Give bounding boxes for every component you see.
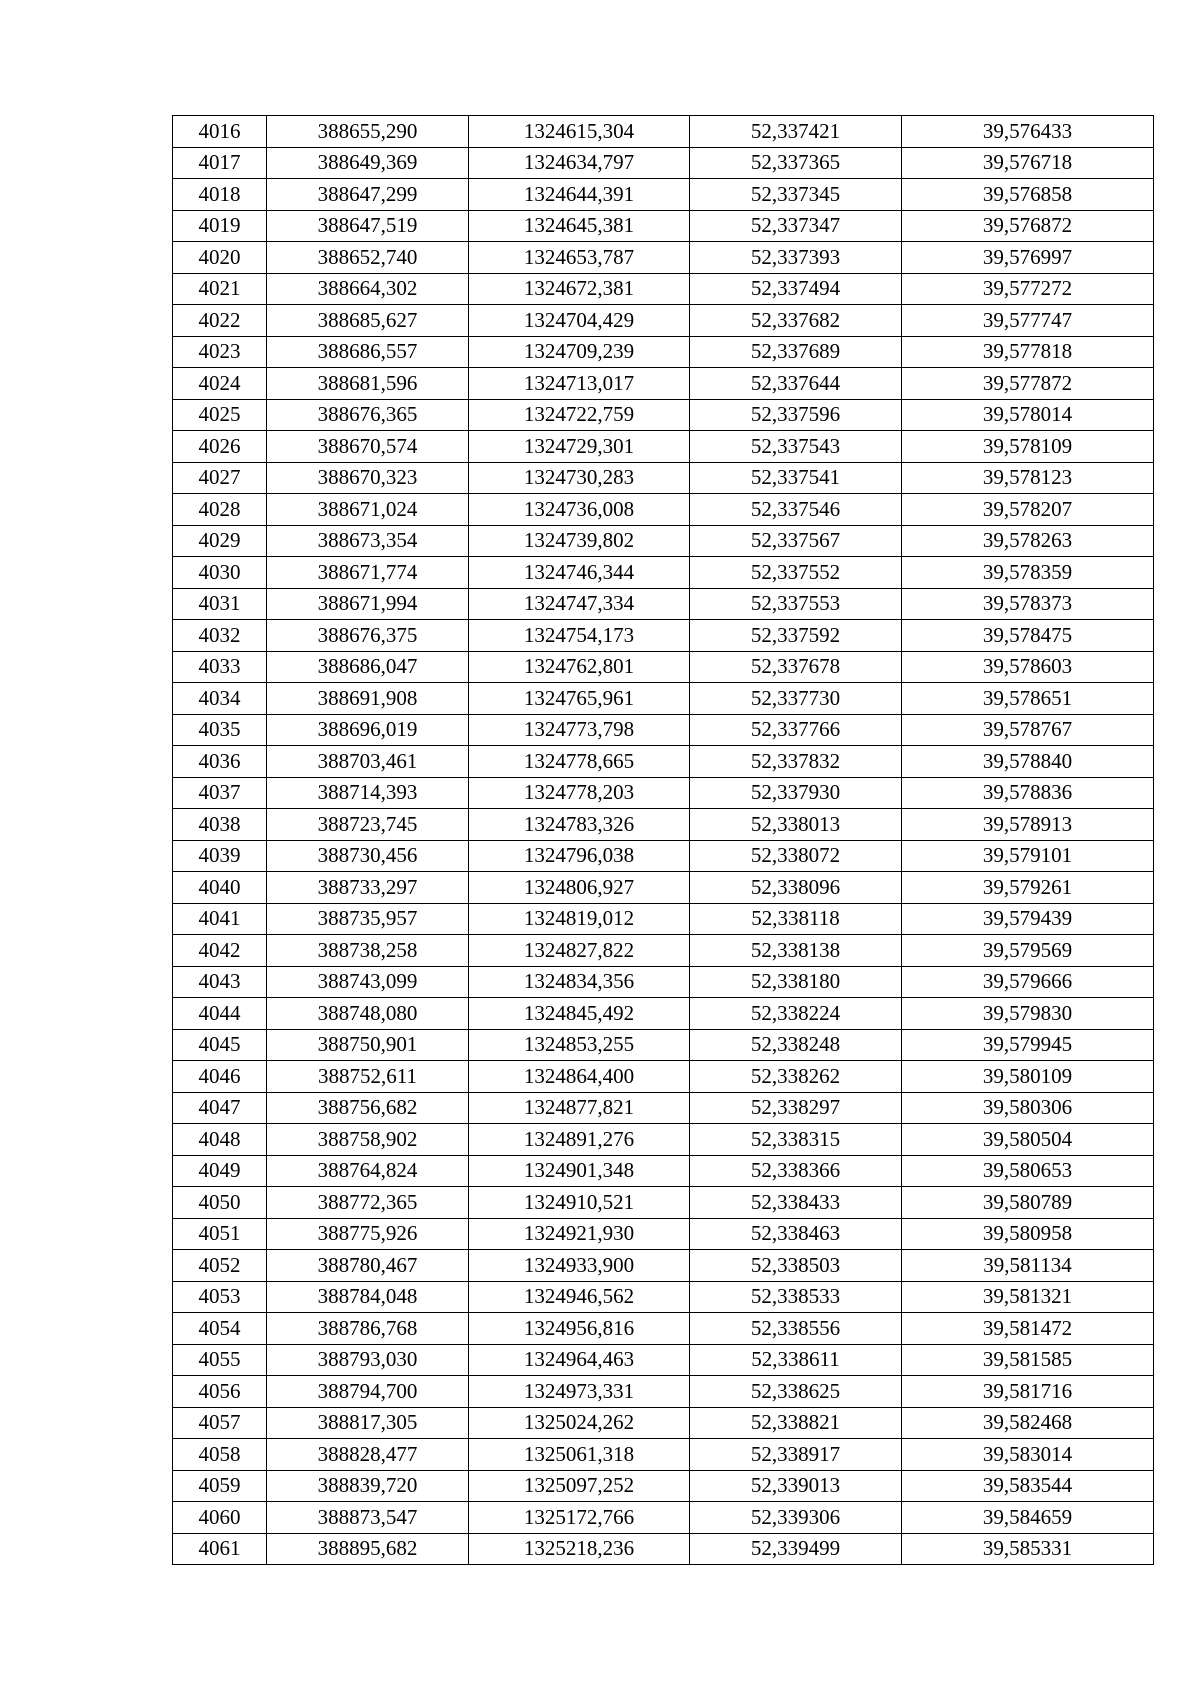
latitude-cell: 52,337345 [690, 179, 902, 211]
latitude-cell: 52,337494 [690, 273, 902, 305]
point-number-cell: 4019 [173, 210, 267, 242]
point-number-cell: 4018 [173, 179, 267, 211]
point-number-cell: 4036 [173, 746, 267, 778]
longitude-cell: 39,578359 [902, 557, 1154, 589]
table-row [173, 809, 1154, 841]
x-coordinate-cell: 388673,354 [267, 525, 469, 557]
longitude-cell: 39,578373 [902, 588, 1154, 620]
point-number-cell: 4042 [173, 935, 267, 967]
point-number-cell: 4031 [173, 588, 267, 620]
table-row [173, 1218, 1154, 1250]
table-row [173, 525, 1154, 557]
latitude-cell: 52,337930 [690, 777, 902, 809]
point-number-cell: 4026 [173, 431, 267, 463]
latitude-cell: 52,338556 [690, 1313, 902, 1345]
point-number-cell: 4055 [173, 1344, 267, 1376]
latitude-cell: 52,337592 [690, 620, 902, 652]
point-number-cell: 4032 [173, 620, 267, 652]
x-coordinate-cell: 388649,369 [267, 147, 469, 179]
longitude-cell: 39,578123 [902, 462, 1154, 494]
x-coordinate-cell: 388748,080 [267, 998, 469, 1030]
y-coordinate-cell: 1325024,262 [469, 1407, 690, 1439]
table-row [173, 777, 1154, 809]
point-number-cell: 4045 [173, 1029, 267, 1061]
table-row [173, 1344, 1154, 1376]
latitude-cell: 52,338821 [690, 1407, 902, 1439]
x-coordinate-cell: 388839,720 [267, 1470, 469, 1502]
latitude-cell: 52,339499 [690, 1533, 902, 1565]
latitude-cell: 52,337421 [690, 116, 902, 148]
point-number-cell: 4057 [173, 1407, 267, 1439]
longitude-cell: 39,576858 [902, 179, 1154, 211]
longitude-cell: 39,578840 [902, 746, 1154, 778]
latitude-cell: 52,338013 [690, 809, 902, 841]
x-coordinate-cell: 388895,682 [267, 1533, 469, 1565]
latitude-cell: 52,337832 [690, 746, 902, 778]
table-row [173, 1092, 1154, 1124]
point-number-cell: 4050 [173, 1187, 267, 1219]
point-number-cell: 4044 [173, 998, 267, 1030]
latitude-cell: 52,338917 [690, 1439, 902, 1471]
y-coordinate-cell: 1324877,821 [469, 1092, 690, 1124]
longitude-cell: 39,578836 [902, 777, 1154, 809]
point-number-cell: 4035 [173, 714, 267, 746]
x-coordinate-cell: 388671,774 [267, 557, 469, 589]
y-coordinate-cell: 1324704,429 [469, 305, 690, 337]
longitude-cell: 39,578207 [902, 494, 1154, 526]
longitude-cell: 39,578475 [902, 620, 1154, 652]
latitude-cell: 52,337541 [690, 462, 902, 494]
point-number-cell: 4040 [173, 872, 267, 904]
latitude-cell: 52,339306 [690, 1502, 902, 1534]
point-number-cell: 4058 [173, 1439, 267, 1471]
y-coordinate-cell: 1324722,759 [469, 399, 690, 431]
longitude-cell: 39,580789 [902, 1187, 1154, 1219]
point-number-cell: 4033 [173, 651, 267, 683]
longitude-cell: 39,585331 [902, 1533, 1154, 1565]
point-number-cell: 4016 [173, 116, 267, 148]
point-number-cell: 4049 [173, 1155, 267, 1187]
coordinates-table-body [173, 116, 1154, 1565]
x-coordinate-cell: 388671,994 [267, 588, 469, 620]
point-number-cell: 4030 [173, 557, 267, 589]
longitude-cell: 39,579261 [902, 872, 1154, 904]
y-coordinate-cell: 1324891,276 [469, 1124, 690, 1156]
table-row [173, 1061, 1154, 1093]
y-coordinate-cell: 1324765,961 [469, 683, 690, 715]
table-row [173, 494, 1154, 526]
latitude-cell: 52,338503 [690, 1250, 902, 1282]
table-row [173, 620, 1154, 652]
point-number-cell: 4039 [173, 840, 267, 872]
x-coordinate-cell: 388676,375 [267, 620, 469, 652]
latitude-cell: 52,338433 [690, 1187, 902, 1219]
table-row [173, 179, 1154, 211]
latitude-cell: 52,338118 [690, 903, 902, 935]
latitude-cell: 52,338096 [690, 872, 902, 904]
point-number-cell: 4061 [173, 1533, 267, 1565]
latitude-cell: 52,338611 [690, 1344, 902, 1376]
x-coordinate-cell: 388738,258 [267, 935, 469, 967]
table-row [173, 147, 1154, 179]
longitude-cell: 39,577872 [902, 368, 1154, 400]
y-coordinate-cell: 1324910,521 [469, 1187, 690, 1219]
coordinates-table [172, 115, 1154, 1565]
point-number-cell: 4023 [173, 336, 267, 368]
x-coordinate-cell: 388735,957 [267, 903, 469, 935]
latitude-cell: 52,338262 [690, 1061, 902, 1093]
longitude-cell: 39,581134 [902, 1250, 1154, 1282]
x-coordinate-cell: 388676,365 [267, 399, 469, 431]
point-number-cell: 4025 [173, 399, 267, 431]
x-coordinate-cell: 388752,611 [267, 1061, 469, 1093]
longitude-cell: 39,580306 [902, 1092, 1154, 1124]
y-coordinate-cell: 1324921,930 [469, 1218, 690, 1250]
latitude-cell: 52,338315 [690, 1124, 902, 1156]
table-row [173, 462, 1154, 494]
longitude-cell: 39,580653 [902, 1155, 1154, 1187]
longitude-cell: 39,578767 [902, 714, 1154, 746]
table-row [173, 242, 1154, 274]
longitude-cell: 39,579830 [902, 998, 1154, 1030]
longitude-cell: 39,578913 [902, 809, 1154, 841]
y-coordinate-cell: 1324653,787 [469, 242, 690, 274]
x-coordinate-cell: 388691,908 [267, 683, 469, 715]
x-coordinate-cell: 388772,365 [267, 1187, 469, 1219]
latitude-cell: 52,338224 [690, 998, 902, 1030]
longitude-cell: 39,579569 [902, 935, 1154, 967]
longitude-cell: 39,578109 [902, 431, 1154, 463]
y-coordinate-cell: 1324864,400 [469, 1061, 690, 1093]
longitude-cell: 39,581585 [902, 1344, 1154, 1376]
longitude-cell: 39,579945 [902, 1029, 1154, 1061]
longitude-cell: 39,578603 [902, 651, 1154, 683]
x-coordinate-cell: 388743,099 [267, 966, 469, 998]
longitude-cell: 39,582468 [902, 1407, 1154, 1439]
x-coordinate-cell: 388817,305 [267, 1407, 469, 1439]
x-coordinate-cell: 388655,290 [267, 116, 469, 148]
y-coordinate-cell: 1325061,318 [469, 1439, 690, 1471]
point-number-cell: 4054 [173, 1313, 267, 1345]
table-row [173, 903, 1154, 935]
y-coordinate-cell: 1324729,301 [469, 431, 690, 463]
longitude-cell: 39,577818 [902, 336, 1154, 368]
y-coordinate-cell: 1324713,017 [469, 368, 690, 400]
point-number-cell: 4060 [173, 1502, 267, 1534]
latitude-cell: 52,338366 [690, 1155, 902, 1187]
longitude-cell: 39,577747 [902, 305, 1154, 337]
y-coordinate-cell: 1324964,463 [469, 1344, 690, 1376]
x-coordinate-cell: 388756,682 [267, 1092, 469, 1124]
latitude-cell: 52,338180 [690, 966, 902, 998]
table-row [173, 431, 1154, 463]
y-coordinate-cell: 1324730,283 [469, 462, 690, 494]
x-coordinate-cell: 388664,302 [267, 273, 469, 305]
latitude-cell: 52,338297 [690, 1092, 902, 1124]
x-coordinate-cell: 388685,627 [267, 305, 469, 337]
y-coordinate-cell: 1324645,381 [469, 210, 690, 242]
longitude-cell: 39,584659 [902, 1502, 1154, 1534]
table-row [173, 872, 1154, 904]
latitude-cell: 52,338625 [690, 1376, 902, 1408]
x-coordinate-cell: 388647,519 [267, 210, 469, 242]
point-number-cell: 4027 [173, 462, 267, 494]
x-coordinate-cell: 388686,557 [267, 336, 469, 368]
point-number-cell: 4052 [173, 1250, 267, 1282]
y-coordinate-cell: 1324778,203 [469, 777, 690, 809]
table-row [173, 683, 1154, 715]
latitude-cell: 52,337393 [690, 242, 902, 274]
point-number-cell: 4021 [173, 273, 267, 305]
y-coordinate-cell: 1324736,008 [469, 494, 690, 526]
y-coordinate-cell: 1324806,927 [469, 872, 690, 904]
point-number-cell: 4024 [173, 368, 267, 400]
table-row [173, 1502, 1154, 1534]
table-row [173, 714, 1154, 746]
point-number-cell: 4056 [173, 1376, 267, 1408]
longitude-cell: 39,580958 [902, 1218, 1154, 1250]
point-number-cell: 4029 [173, 525, 267, 557]
y-coordinate-cell: 1324773,798 [469, 714, 690, 746]
latitude-cell: 52,337766 [690, 714, 902, 746]
table-row [173, 399, 1154, 431]
table-row [173, 1533, 1154, 1565]
x-coordinate-cell: 388671,024 [267, 494, 469, 526]
table-row [173, 273, 1154, 305]
table-row [173, 1124, 1154, 1156]
y-coordinate-cell: 1324783,326 [469, 809, 690, 841]
x-coordinate-cell: 388723,745 [267, 809, 469, 841]
y-coordinate-cell: 1324946,562 [469, 1281, 690, 1313]
x-coordinate-cell: 388714,393 [267, 777, 469, 809]
table-row [173, 1155, 1154, 1187]
point-number-cell: 4051 [173, 1218, 267, 1250]
longitude-cell: 39,581321 [902, 1281, 1154, 1313]
latitude-cell: 52,337365 [690, 147, 902, 179]
latitude-cell: 52,337552 [690, 557, 902, 589]
point-number-cell: 4038 [173, 809, 267, 841]
table-row [173, 336, 1154, 368]
y-coordinate-cell: 1324834,356 [469, 966, 690, 998]
table-row [173, 1313, 1154, 1345]
y-coordinate-cell: 1324754,173 [469, 620, 690, 652]
y-coordinate-cell: 1324933,900 [469, 1250, 690, 1282]
latitude-cell: 52,338248 [690, 1029, 902, 1061]
longitude-cell: 39,580109 [902, 1061, 1154, 1093]
point-number-cell: 4034 [173, 683, 267, 715]
y-coordinate-cell: 1324901,348 [469, 1155, 690, 1187]
y-coordinate-cell: 1324747,334 [469, 588, 690, 620]
point-number-cell: 4028 [173, 494, 267, 526]
point-number-cell: 4041 [173, 903, 267, 935]
x-coordinate-cell: 388873,547 [267, 1502, 469, 1534]
longitude-cell: 39,578263 [902, 525, 1154, 557]
x-coordinate-cell: 388775,926 [267, 1218, 469, 1250]
latitude-cell: 52,337689 [690, 336, 902, 368]
x-coordinate-cell: 388750,901 [267, 1029, 469, 1061]
latitude-cell: 52,337678 [690, 651, 902, 683]
x-coordinate-cell: 388681,596 [267, 368, 469, 400]
x-coordinate-cell: 388703,461 [267, 746, 469, 778]
x-coordinate-cell: 388793,030 [267, 1344, 469, 1376]
x-coordinate-cell: 388794,700 [267, 1376, 469, 1408]
table-row [173, 840, 1154, 872]
y-coordinate-cell: 1325097,252 [469, 1470, 690, 1502]
point-number-cell: 4053 [173, 1281, 267, 1313]
table-row [173, 1439, 1154, 1471]
point-number-cell: 4047 [173, 1092, 267, 1124]
y-coordinate-cell: 1324746,344 [469, 557, 690, 589]
point-number-cell: 4059 [173, 1470, 267, 1502]
y-coordinate-cell: 1324672,381 [469, 273, 690, 305]
latitude-cell: 52,337543 [690, 431, 902, 463]
point-number-cell: 4017 [173, 147, 267, 179]
y-coordinate-cell: 1324796,038 [469, 840, 690, 872]
x-coordinate-cell: 388786,768 [267, 1313, 469, 1345]
latitude-cell: 52,337567 [690, 525, 902, 557]
latitude-cell: 52,338072 [690, 840, 902, 872]
table-row [173, 935, 1154, 967]
longitude-cell: 39,576872 [902, 210, 1154, 242]
x-coordinate-cell: 388686,047 [267, 651, 469, 683]
table-row [173, 305, 1154, 337]
table-row [173, 1029, 1154, 1061]
latitude-cell: 52,339013 [690, 1470, 902, 1502]
y-coordinate-cell: 1325172,766 [469, 1502, 690, 1534]
latitude-cell: 52,337546 [690, 494, 902, 526]
y-coordinate-cell: 1324644,391 [469, 179, 690, 211]
longitude-cell: 39,583014 [902, 1439, 1154, 1471]
longitude-cell: 39,581472 [902, 1313, 1154, 1345]
x-coordinate-cell: 388784,048 [267, 1281, 469, 1313]
longitude-cell: 39,583544 [902, 1470, 1154, 1502]
longitude-cell: 39,576433 [902, 116, 1154, 148]
point-number-cell: 4020 [173, 242, 267, 274]
point-number-cell: 4046 [173, 1061, 267, 1093]
x-coordinate-cell: 388758,902 [267, 1124, 469, 1156]
longitude-cell: 39,579666 [902, 966, 1154, 998]
y-coordinate-cell: 1324739,802 [469, 525, 690, 557]
y-coordinate-cell: 1324973,331 [469, 1376, 690, 1408]
table-row [173, 116, 1154, 148]
y-coordinate-cell: 1324634,797 [469, 147, 690, 179]
table-row [173, 1187, 1154, 1219]
latitude-cell: 52,338463 [690, 1218, 902, 1250]
x-coordinate-cell: 388828,477 [267, 1439, 469, 1471]
latitude-cell: 52,337682 [690, 305, 902, 337]
longitude-cell: 39,576718 [902, 147, 1154, 179]
x-coordinate-cell: 388647,299 [267, 179, 469, 211]
table-row [173, 1407, 1154, 1439]
longitude-cell: 39,579101 [902, 840, 1154, 872]
latitude-cell: 52,337596 [690, 399, 902, 431]
point-number-cell: 4043 [173, 966, 267, 998]
longitude-cell: 39,581716 [902, 1376, 1154, 1408]
x-coordinate-cell: 388764,824 [267, 1155, 469, 1187]
longitude-cell: 39,578651 [902, 683, 1154, 715]
x-coordinate-cell: 388670,323 [267, 462, 469, 494]
longitude-cell: 39,576997 [902, 242, 1154, 274]
y-coordinate-cell: 1324762,801 [469, 651, 690, 683]
y-coordinate-cell: 1324615,304 [469, 116, 690, 148]
table-row [173, 557, 1154, 589]
y-coordinate-cell: 1324827,822 [469, 935, 690, 967]
table-row [173, 210, 1154, 242]
table-row [173, 1281, 1154, 1313]
latitude-cell: 52,337553 [690, 588, 902, 620]
table-row [173, 368, 1154, 400]
y-coordinate-cell: 1324819,012 [469, 903, 690, 935]
y-coordinate-cell: 1324956,816 [469, 1313, 690, 1345]
longitude-cell: 39,578014 [902, 399, 1154, 431]
table-row [173, 651, 1154, 683]
table-row [173, 746, 1154, 778]
x-coordinate-cell: 388652,740 [267, 242, 469, 274]
table-row [173, 1470, 1154, 1502]
latitude-cell: 52,338533 [690, 1281, 902, 1313]
x-coordinate-cell: 388733,297 [267, 872, 469, 904]
x-coordinate-cell: 388780,467 [267, 1250, 469, 1282]
table-row [173, 998, 1154, 1030]
point-number-cell: 4048 [173, 1124, 267, 1156]
y-coordinate-cell: 1324778,665 [469, 746, 690, 778]
table-row [173, 1250, 1154, 1282]
table-row [173, 588, 1154, 620]
point-number-cell: 4037 [173, 777, 267, 809]
point-number-cell: 4022 [173, 305, 267, 337]
y-coordinate-cell: 1324845,492 [469, 998, 690, 1030]
longitude-cell: 39,580504 [902, 1124, 1154, 1156]
x-coordinate-cell: 388696,019 [267, 714, 469, 746]
y-coordinate-cell: 1325218,236 [469, 1533, 690, 1565]
table-row [173, 1376, 1154, 1408]
latitude-cell: 52,338138 [690, 935, 902, 967]
latitude-cell: 52,337730 [690, 683, 902, 715]
y-coordinate-cell: 1324853,255 [469, 1029, 690, 1061]
latitude-cell: 52,337644 [690, 368, 902, 400]
longitude-cell: 39,577272 [902, 273, 1154, 305]
table-row [173, 966, 1154, 998]
x-coordinate-cell: 388730,456 [267, 840, 469, 872]
longitude-cell: 39,579439 [902, 903, 1154, 935]
x-coordinate-cell: 388670,574 [267, 431, 469, 463]
latitude-cell: 52,337347 [690, 210, 902, 242]
y-coordinate-cell: 1324709,239 [469, 336, 690, 368]
